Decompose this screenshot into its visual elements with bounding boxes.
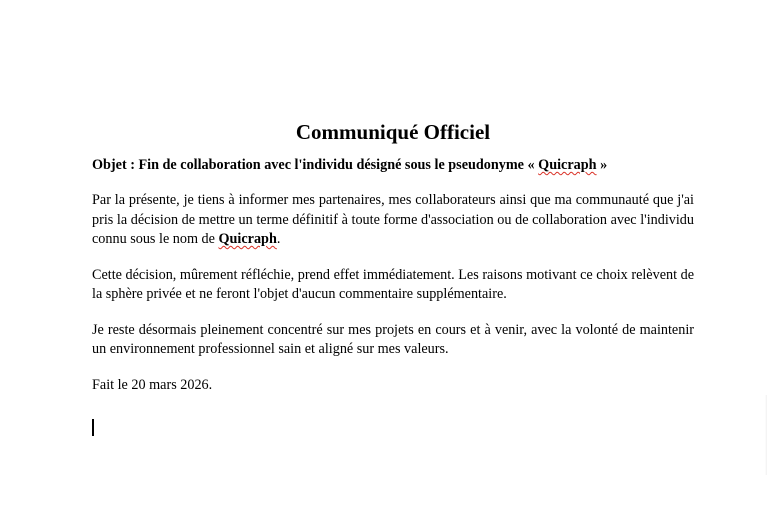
paragraph-announcement (92, 191, 694, 250)
paragraph-effect: Cette décision, mûrement réfléchie, prend effet immédiatement. Les raisons motivant ce choix relèvent de la sphère privée et ne feront l'objet d'aucun commentaire supplémentaire. (92, 266, 694, 302)
document-body[interactable] (92, 118, 694, 411)
subject-name: Quicraph (538, 157, 597, 173)
paragraph-announcement-end: . (276, 231, 281, 247)
subject-line (92, 156, 694, 175)
subject-suffix: » (596, 157, 608, 173)
paragraph-announcement-name: Quicraph (218, 231, 277, 247)
paragraph-focus: Je reste désormais pleinement concentré sur mes projets en cours et à venir, avec la volonté de maintenir un environnement professionnel sain et aligné sur mes valeurs. (92, 321, 694, 357)
subject-prefix: Objet : Fin de collaboration avec l'individu désigné sous le pseudonyme « (92, 157, 539, 173)
document-title: Communiqué Officiel (295, 120, 491, 144)
text-cursor (92, 419, 94, 436)
paragraph-announcement-text: Par la présente, je tiens à informer mes partenaires, mes collaborateurs ainsi que ma communauté que j'ai pris la décision de mettre un terme définitif à toute forme d'association ou de collaboration avec l'individu connu sous le nom de (92, 192, 694, 247)
closing-date-line: Fait le 20 mars 2026. (92, 376, 213, 393)
